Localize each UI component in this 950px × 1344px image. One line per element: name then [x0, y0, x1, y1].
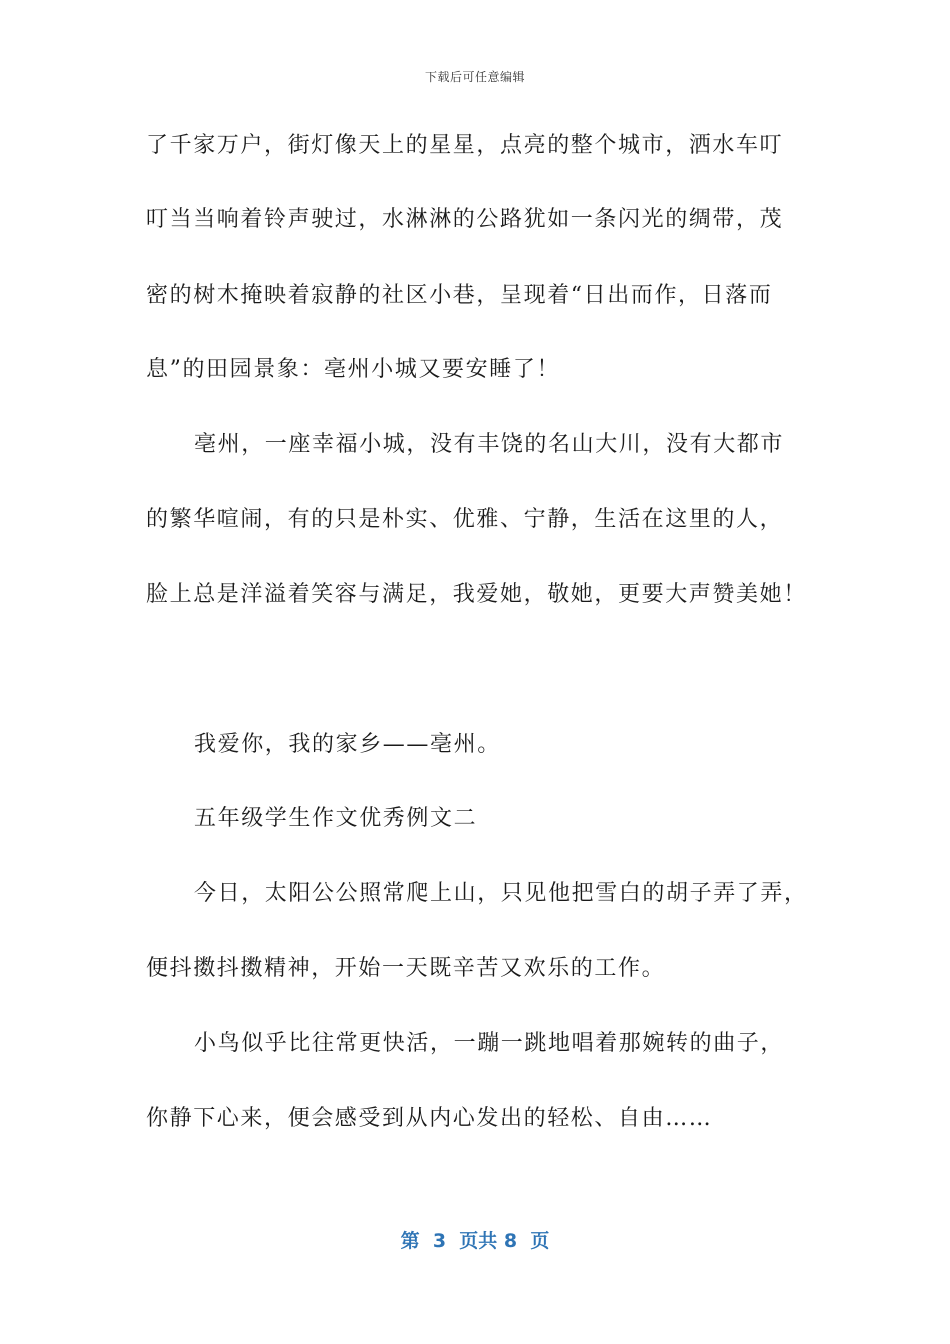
- text-line: 你静下心来，便会感受到从内心发出的轻松、自由……: [146, 1106, 713, 1131]
- text-line: 便抖擞抖擞精神，开始一天既辛苦又欢乐的工作。: [146, 956, 666, 981]
- text-line: 了千家万户，街灯像天上的星星，点亮的整个城市，洒水车叮: [146, 133, 784, 158]
- section-heading: 五年级学生作文优秀例文二: [194, 806, 478, 831]
- text-line: 脸上总是洋溢着笑容与满足，我爱她，敬她，更要大声赞美她！: [146, 582, 807, 607]
- text-line: 叮当当响着铃声驶过，水淋淋的公路犹如一条闪光的绸带，茂: [146, 207, 784, 232]
- header-note: 下载后可任意编辑: [424, 70, 525, 84]
- text-line: 密的树木掩映着寂静的社区小巷，呈现着“日出而作，日落而: [146, 283, 773, 308]
- text-line: 小鸟似乎比往常更快活，一蹦一跳地唱着那婉转的曲子，: [194, 1031, 785, 1056]
- page-number-footer: 第 3 页共 8 页: [400, 1230, 550, 1252]
- text-line: 息”的田园景象：亳州小城又要安睡了！: [146, 357, 561, 382]
- text-line: 亳州，一座幸福小城，没有丰饶的名山大川，没有大都市: [194, 432, 785, 457]
- text-line: 我爱你，我的家乡——亳州。: [194, 732, 501, 757]
- text-line: 的繁华喧闹，有的只是朴实、优雅、宁静，生活在这里的人，: [146, 507, 784, 532]
- text-line: 今日，太阳公公照常爬上山，只见他把雪白的胡子弄了弄，: [194, 881, 808, 906]
